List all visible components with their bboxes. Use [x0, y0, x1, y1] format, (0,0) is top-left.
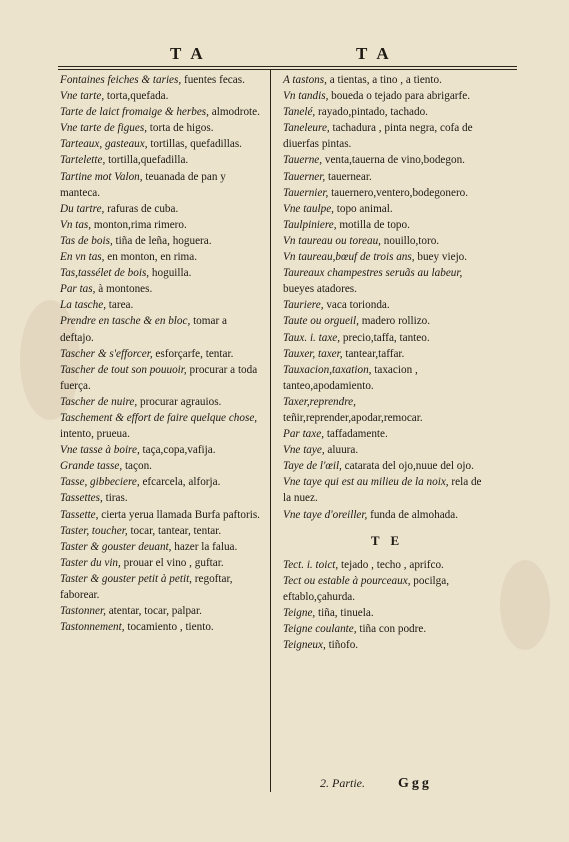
- dictionary-entry: [60, 507, 260, 523]
- translation: intento, prueua.: [60, 428, 130, 441]
- paper-stain: [500, 560, 550, 650]
- dictionary-entry: [283, 330, 491, 346]
- running-head-left: T A: [170, 44, 206, 63]
- headword: Vn tas,: [60, 218, 92, 231]
- dictionary-entry: [283, 217, 491, 233]
- headword: Tasse, gibbeciere,: [60, 476, 140, 489]
- dictionary-entry: [60, 233, 260, 249]
- dictionary-entry: [60, 362, 260, 394]
- translation: regoftar, faborear.: [60, 572, 233, 601]
- translation: tiña con podre.: [356, 623, 427, 636]
- translation: vaca torionda.: [323, 299, 390, 312]
- translation: tiras.: [102, 492, 128, 505]
- translation: tantear,taffar.: [342, 347, 405, 360]
- translation: torta,quefada.: [104, 90, 169, 103]
- translation: en monton, en rima.: [104, 251, 198, 264]
- dictionary-entry: [283, 621, 491, 637]
- headword: Tauerne,: [283, 154, 323, 167]
- dictionary-entry: [283, 458, 491, 474]
- dictionary-entry: [60, 474, 260, 490]
- headword: Taschement & effort de faire quelque chose,: [60, 411, 258, 424]
- translation: cierta yerua llamada Burfa paftoris.: [98, 508, 260, 521]
- translation: procurar a toda fuerça.: [60, 363, 258, 392]
- dictionary-entry: [60, 313, 260, 345]
- translation: bueyes atadores.: [283, 283, 357, 296]
- dictionary-entry: [60, 72, 260, 88]
- headword: Par tas,: [60, 283, 96, 296]
- part-label: 2. Partie.: [320, 776, 365, 790]
- dictionary-entry: [60, 88, 260, 104]
- dictionary-entry: [283, 104, 491, 120]
- dictionary-entry: [60, 394, 260, 410]
- dictionary-entry: [283, 88, 491, 104]
- dictionary-entry: [283, 185, 491, 201]
- headword: Tauriere,: [283, 299, 324, 312]
- translation: motilla de topo.: [336, 218, 410, 231]
- headword: Tastonner,: [60, 605, 106, 618]
- headword: Du tartre,: [60, 202, 105, 215]
- translation: madero rollizo.: [358, 315, 431, 328]
- translation: tortillas, quefadillas.: [147, 138, 242, 151]
- dictionary-entry: [283, 394, 491, 426]
- signature-mark: Ggg: [398, 776, 432, 791]
- headword: Taye de l'œil,: [283, 460, 342, 473]
- translation: tocamiento , tiento.: [124, 621, 214, 634]
- dictionary-entry: [283, 249, 491, 265]
- translation: taçon.: [122, 460, 152, 473]
- dictionary-entry: [283, 362, 491, 394]
- headword: Tauerner,: [283, 170, 326, 183]
- dictionary-entry: [283, 557, 491, 573]
- headword: En vn tas,: [60, 251, 105, 264]
- te-entries: [283, 557, 491, 654]
- translation: hazer la falua.: [171, 540, 238, 553]
- headword: Vn tandis,: [283, 90, 329, 103]
- translation: nouillo,toro.: [380, 234, 440, 247]
- headword: Taux. i. taxe,: [283, 331, 341, 344]
- headword: Vne taye d'oreiller,: [283, 508, 368, 521]
- translation: catarata del ojo,nuue del ojo.: [341, 460, 474, 473]
- headword: Taster & gouster petit à petit,: [60, 572, 192, 585]
- translation: procurar agrauios.: [137, 395, 222, 408]
- headword: Tarte de laict fromaige & herbes,: [60, 106, 209, 119]
- translation: fuentes fecas.: [181, 74, 245, 86]
- headword: Tascher de nuire,: [60, 395, 138, 408]
- translation: tarea.: [106, 299, 134, 312]
- translation: funda de almohada.: [367, 508, 459, 521]
- dictionary-entry: [60, 136, 260, 152]
- dictionary-entry: [60, 249, 260, 265]
- headword: Tanelé,: [283, 106, 316, 119]
- dictionary-entry: [283, 201, 491, 217]
- dictionary-entry: [60, 281, 260, 297]
- dictionary-entry: [283, 507, 491, 523]
- section-heading-te: T E: [370, 532, 404, 548]
- translation: a tientas, a tino , a tiento.: [326, 74, 442, 86]
- translation: à montones.: [95, 283, 153, 296]
- headword: Taute ou orgueil,: [283, 315, 359, 328]
- translation: atentar, tocar, palpar.: [105, 605, 202, 618]
- dictionary-entry: [283, 474, 491, 506]
- dictionary-entry: [60, 539, 260, 555]
- dictionary-entry: [60, 104, 260, 120]
- dictionary-entry: [283, 233, 491, 249]
- dictionary-entry: [283, 605, 491, 621]
- translation: tiña, tinuela.: [315, 607, 374, 619]
- headword: Tas de bois,: [60, 234, 113, 247]
- translation: venta,tauerna de vino,bodegon.: [322, 154, 465, 167]
- header-rule: [58, 66, 517, 67]
- translation: teuanada de pan y manteca.: [60, 170, 226, 199]
- translation: taffadamente.: [324, 428, 388, 441]
- dictionary-entry: [283, 426, 491, 442]
- translation: tauernear.: [325, 170, 372, 183]
- dictionary-entry: [60, 410, 260, 442]
- translation: tortilla,quefadilla.: [105, 154, 189, 167]
- translation: tiñofo.: [325, 639, 359, 652]
- translation: almodrote.: [208, 106, 260, 119]
- left-column: [60, 72, 260, 635]
- translation: tejado , techo , aprifco.: [338, 558, 444, 571]
- headword: Taulpiniere,: [283, 218, 337, 231]
- translation: taxacion , tanteo,apodamiento.: [283, 363, 418, 392]
- translation: tomar a deftajo.: [60, 315, 227, 344]
- translation: rafuras de cuba.: [104, 202, 179, 215]
- dictionary-entry: [60, 169, 260, 201]
- headword: Taster, toucher,: [60, 524, 128, 537]
- dictionary-entry: [60, 201, 260, 217]
- headword: Tauxer, taxer,: [283, 347, 343, 360]
- headword: Vne tasse à boire,: [60, 444, 140, 457]
- translation: tocar, tantear, tentar.: [127, 524, 222, 537]
- headword: Tascher de tout son pouuoir,: [60, 363, 187, 376]
- headword: Vne taye qui est au milieu de la noix,: [283, 476, 449, 489]
- headword: Tect ou estable à pourceaux,: [283, 574, 411, 587]
- headword: Vn taureau ou toreau,: [283, 234, 381, 247]
- running-head-right: T A: [356, 44, 392, 63]
- headword: Tassette,: [60, 508, 99, 521]
- right-column: [283, 72, 491, 653]
- translation: teñir,reprender,apodar,remocar.: [283, 411, 423, 424]
- headword: Teigne,: [283, 607, 316, 619]
- translation: torta de higos.: [147, 122, 214, 135]
- dictionary-entry: [60, 619, 260, 635]
- translation: rayado,pintado, tachado.: [315, 106, 428, 119]
- translation: precio,taffa, tanteo.: [340, 331, 430, 344]
- headword: Fontaines feiches & taries,: [60, 74, 182, 86]
- footer-part: [320, 776, 365, 791]
- dictionary-entry: [60, 458, 260, 474]
- translation: tachadura , pinta negra, cofa de diuerfas pintas.: [283, 122, 473, 151]
- dictionary-entry: [283, 120, 491, 152]
- dictionary-entry: [60, 120, 260, 136]
- dictionary-entry: [283, 346, 491, 362]
- headword: Taster & gouster deuant,: [60, 540, 172, 553]
- headword: Tartelette,: [60, 154, 106, 167]
- dictionary-entry: [60, 490, 260, 506]
- dictionary-entry: [60, 523, 260, 539]
- headword: Tauernier,: [283, 186, 329, 199]
- dictionary-entry: [283, 152, 491, 168]
- headword: Par taxe,: [283, 428, 325, 441]
- dictionary-entry: [283, 442, 491, 458]
- dictionary-entry: [283, 313, 491, 329]
- headword: Vn taureau,bœuf de trois ans,: [283, 251, 415, 264]
- translation: hoguilla.: [149, 267, 192, 280]
- headword: Teigneux,: [283, 639, 326, 652]
- headword: Tartine mot Valon,: [60, 170, 143, 183]
- headword: Tarteaux, gasteaux,: [60, 138, 148, 151]
- translation: tauernero,ventero,bodegonero.: [328, 186, 469, 199]
- translation: efcarcela, alforja.: [139, 476, 221, 489]
- headword: Taxer,reprendre,: [283, 395, 356, 408]
- headword: Grande tasse,: [60, 460, 123, 473]
- dictionary-entry: [60, 442, 260, 458]
- headword: Taureaux champestres seruãs au labeur,: [283, 267, 463, 280]
- dictionary-entry: [60, 297, 260, 313]
- headword: A tastons,: [283, 74, 327, 86]
- translation: taça,copa,vafija.: [139, 444, 216, 457]
- headword: Tassettes,: [60, 492, 103, 505]
- dictionary-entry: [60, 217, 260, 233]
- translation: monton,rima rimero.: [91, 218, 187, 231]
- translation: aluura.: [324, 444, 359, 457]
- headword: Vne taye,: [283, 444, 325, 457]
- dictionary-entry: [283, 297, 491, 313]
- translation: prouar el vino , guftar.: [120, 556, 224, 569]
- dictionary-entry: [60, 603, 260, 619]
- dictionary-entry: [283, 265, 491, 297]
- dictionary-entry: [283, 72, 491, 88]
- headword: Tect. i. toict,: [283, 558, 339, 571]
- translation: boueda o tejado para abrigarfe.: [328, 90, 471, 103]
- translation: rela de la nuez.: [283, 476, 482, 505]
- dictionary-entry: [60, 571, 260, 603]
- header-rule-thin: [58, 69, 517, 70]
- dictionary-entry: [60, 555, 260, 571]
- dictionary-entry: [60, 265, 260, 281]
- headword: Taster du vin,: [60, 556, 121, 569]
- dictionary-entry: [60, 346, 260, 362]
- right-column-entries: [283, 72, 491, 523]
- column-divider: [270, 70, 271, 792]
- headword: Teigne coulante,: [283, 623, 357, 636]
- translation: buey viejo.: [414, 251, 468, 264]
- headword: La tasche,: [60, 299, 106, 312]
- headword: Vne taulpe,: [283, 202, 334, 215]
- headword: Tas,tassélet de bois,: [60, 267, 150, 280]
- dictionary-entry: [60, 152, 260, 168]
- headword: Tauxacion,taxation,: [283, 363, 372, 376]
- headword: Taneleure,: [283, 122, 330, 135]
- headword: Vne tarte,: [60, 90, 105, 103]
- headword: Vne tarte de figues,: [60, 122, 147, 135]
- dictionary-entry: [283, 573, 491, 605]
- headword: Tascher & s'efforcer,: [60, 347, 153, 360]
- headword: Prendre en tasche & en bloc,: [60, 315, 191, 328]
- headword: Tastonnement,: [60, 621, 125, 634]
- translation: pocilga, eftablo,çahurda.: [283, 574, 450, 603]
- dictionary-entry: [283, 169, 491, 185]
- translation: tiña de leña, hoguera.: [112, 234, 212, 247]
- translation: topo animal.: [333, 202, 393, 215]
- dictionary-entry: [283, 637, 491, 653]
- translation: esforçarfe, tentar.: [152, 347, 234, 360]
